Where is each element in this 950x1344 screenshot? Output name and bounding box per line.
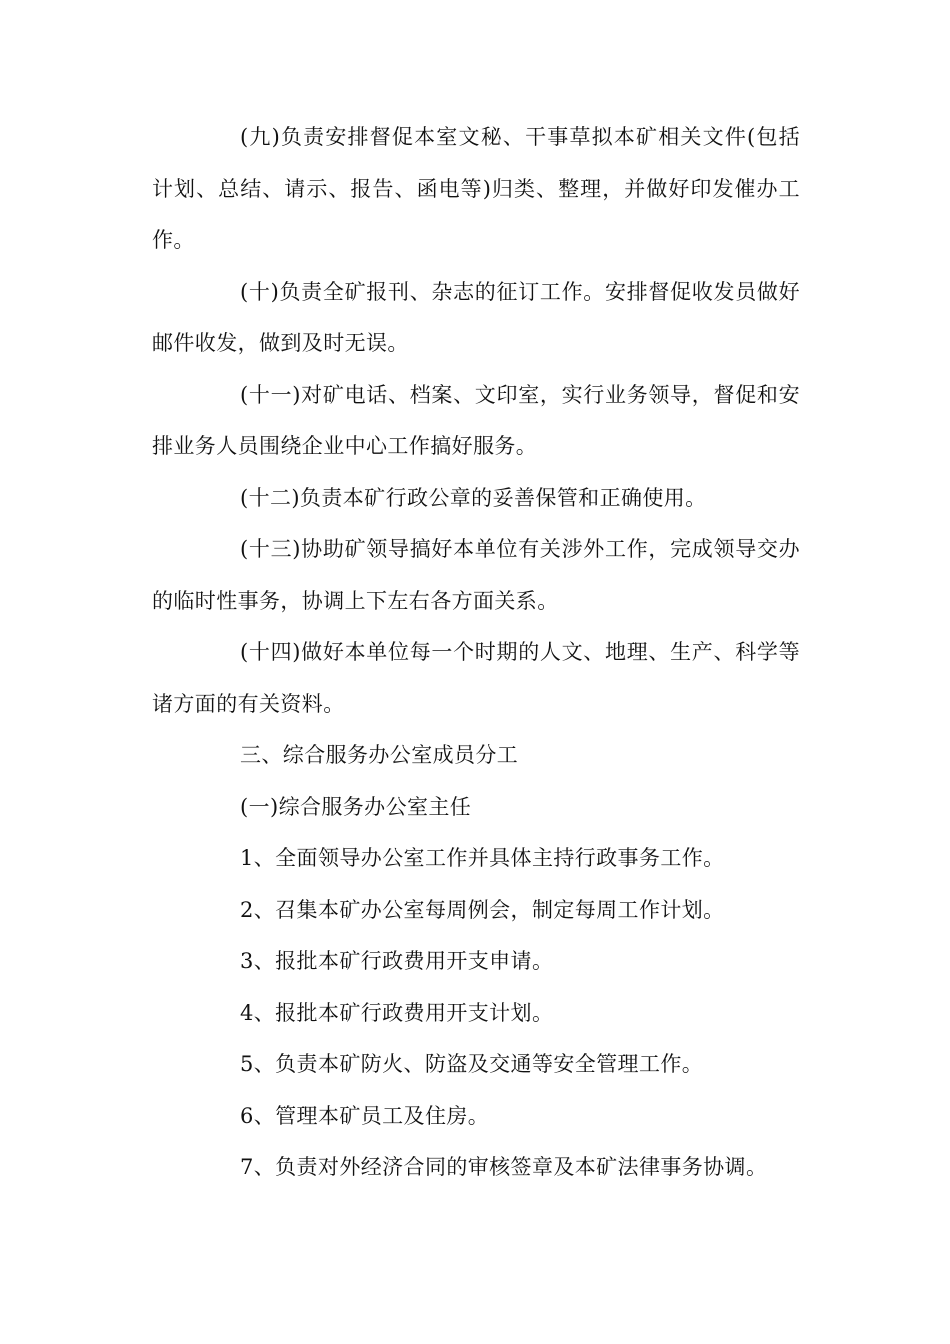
list-item: 5、负责本矿防火、防盗及交通等安全管理工作。 bbox=[240, 1052, 704, 1076]
list-item: 1、全面领导办公室工作并具体主持行政事务工作。 bbox=[240, 846, 725, 870]
subsection-heading: (一)综合服务办公室主任 bbox=[240, 794, 472, 819]
paragraph: (十)负责全矿报刊、杂志的征订工作。安排督促收发员做好邮件收发，做到及时无误。 bbox=[152, 279, 800, 355]
paragraph: (十四)做好本单位每一个时期的人文、地理、生产、科学等诸方面的有关资料。 bbox=[152, 640, 800, 716]
list-item: 6、管理本矿员工及住房。 bbox=[240, 1103, 490, 1128]
document-body bbox=[152, 112, 800, 1194]
paragraph: (十一)对矿电话、档案、文印室，实行业务领导，督促和安排业务人员围绕企业中心工作搞好服务。 bbox=[152, 382, 800, 458]
paragraph: (十三)协助矿领导搞好本单位有关涉外工作，完成领导交办的临时性事务，协调上下左右各方面关系。 bbox=[152, 537, 800, 613]
list-item: 3、报批本矿行政费用开支申请。 bbox=[240, 949, 554, 973]
list-item: 4、报批本矿行政费用开支计划。 bbox=[240, 1000, 554, 1025]
paragraph: (九)负责安排督促本室文秘、干事草拟本矿相关文件(包括计划、总结、请示、报告、函电等)归类、整理，并做好印发催办工作。 bbox=[152, 125, 800, 252]
paragraph: (十二)负责本矿行政公章的妥善保管和正确使用。 bbox=[240, 485, 707, 510]
list-item: 7、负责对外经济合同的审核签章及本矿法律事务协调。 bbox=[240, 1155, 768, 1179]
list-item: 2、召集本矿办公室每周例会，制定每周工作计划。 bbox=[240, 897, 725, 922]
section-heading: 三、综合服务办公室成员分工 bbox=[240, 743, 519, 767]
